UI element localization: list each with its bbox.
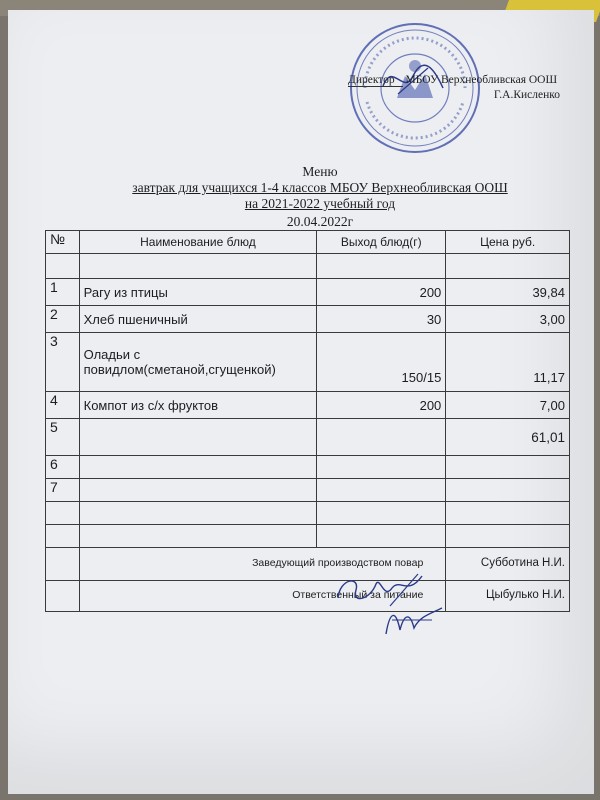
dish-price: 11,17 [446, 333, 570, 392]
row-number: 4 [46, 392, 80, 419]
dish-output [317, 419, 446, 456]
table-row [46, 306, 570, 333]
table-row-total [46, 419, 570, 456]
dish-name [79, 456, 317, 479]
table-row [46, 392, 570, 419]
row-number [46, 525, 80, 548]
signature-name: Субботина Н.И. [446, 548, 570, 581]
column-header-dish: Наименование блюд [79, 231, 317, 254]
row-number [46, 581, 80, 612]
dish-output: 30 [317, 306, 446, 333]
row-number: 3 [46, 333, 80, 392]
row-number: 5 [46, 419, 80, 456]
table-row [46, 525, 570, 548]
column-header-number: № [46, 231, 80, 254]
approval-block [348, 74, 568, 101]
signature-name: Цыбулько Н.И. [446, 581, 570, 612]
dish-price: 39,84 [446, 279, 570, 306]
dish-price [446, 502, 570, 525]
row-number: 6 [46, 456, 80, 479]
dish-output [317, 479, 446, 502]
row-number: 7 [46, 479, 80, 502]
dish-price [446, 254, 570, 279]
table-row [46, 502, 570, 525]
row-number [46, 502, 80, 525]
dish-name [79, 254, 317, 279]
school-name: МБОУ Верхнеобливская ООШ [405, 74, 558, 86]
dish-name [79, 525, 317, 548]
table-row [46, 333, 570, 392]
dish-price [446, 456, 570, 479]
table-row [46, 456, 570, 479]
dish-name: Оладьи с повидлом(сметаной,сгущенкой) [79, 333, 317, 392]
director-label: Директор [348, 74, 403, 87]
dish-name: Компот из с/х фруктов [79, 392, 317, 419]
dish-price [446, 525, 570, 548]
table-row [46, 479, 570, 502]
menu-title: Меню [302, 164, 338, 179]
column-header-price: Цена руб. [446, 231, 570, 254]
column-header-output: Выход блюд(г) [317, 231, 446, 254]
director-name: Г.А.Кисленко [493, 89, 560, 101]
row-number [46, 548, 80, 581]
signature-role: Заведующий производством повар [79, 548, 446, 581]
dish-output [317, 254, 446, 279]
dish-name [79, 479, 317, 502]
total-price: 61,01 [446, 419, 570, 456]
dish-price: 7,00 [446, 392, 570, 419]
table-header-row [46, 231, 570, 254]
signature-role: Ответственный за питание [79, 581, 446, 612]
dish-price: 3,00 [446, 306, 570, 333]
signature-row [46, 581, 570, 612]
signature-row [46, 548, 570, 581]
menu-header [70, 164, 570, 230]
dish-name: Рагу из птицы [79, 279, 317, 306]
dish-name [79, 502, 317, 525]
row-number: 2 [46, 306, 80, 333]
row-number: 1 [46, 279, 80, 306]
dish-output: 150/15 [317, 333, 446, 392]
dish-output: 200 [317, 279, 446, 306]
dish-output [317, 502, 446, 525]
dish-output: 200 [317, 392, 446, 419]
school-year: на 2021-2022 учебный год [244, 196, 396, 211]
table-row [46, 279, 570, 306]
row-number [46, 254, 80, 279]
dish-name [79, 419, 317, 456]
table-row [46, 254, 570, 279]
dish-output [317, 456, 446, 479]
dish-output [317, 525, 446, 548]
menu-date: 20.04.2022г [286, 214, 354, 229]
menu-table [45, 230, 570, 612]
dish-name: Хлеб пшеничный [79, 306, 317, 333]
dish-price [446, 479, 570, 502]
menu-subtitle: завтрак для учащихся 1-4 классов МБОУ Верхнеобливская ООШ [132, 180, 508, 195]
